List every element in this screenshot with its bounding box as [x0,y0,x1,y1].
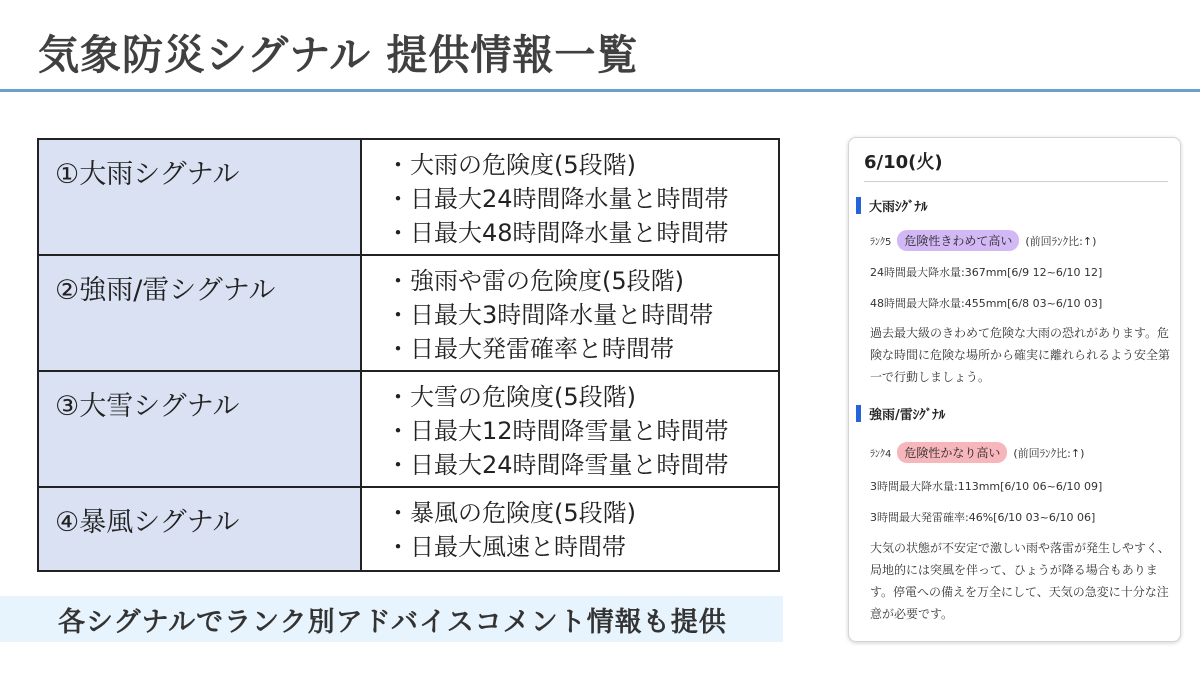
table-row [38,255,779,371]
page-title: 気象防災シグナル 提供情報一覧 [38,31,639,79]
list-item: ・日最大24時間降雪量と時間帯 [386,451,729,479]
section-marker [856,197,861,214]
forecast-card [848,137,1181,642]
stat-line: 48時間最大降水量:455mm[6/8 03~6/10 03] [870,297,1103,310]
stat-line: 3時間最大降水量:113mm[6/10 06~6/10 09] [870,480,1103,493]
table-row [38,371,779,487]
list-item: ・大雨の危険度(5段階) [386,151,636,179]
rank-row [870,442,1084,463]
list-item: ・日最大風速と時間帯 [386,533,626,561]
signal-items-storm [361,487,779,571]
rank-label: ﾗﾝｸ5 [870,237,892,248]
list-item: ・暴風の危険度(5段階) [386,499,636,527]
list-item: ・日最大発雷確率と時間帯 [386,335,674,363]
list-item: ・大雪の危険度(5段階) [386,383,636,411]
signal-name-intense-rain-thunder: ②強雨/雷シグナル [38,255,361,371]
list-item: ・日最大48時間降水量と時間帯 [386,219,729,247]
stat-line: 3時間最大発雷確率:46%[6/10 03~6/10 06] [870,511,1096,524]
risk-badge: 危険性きわめて高い [897,230,1019,251]
list-item: ・日最大12時間降雪量と時間帯 [386,417,729,445]
title-divider [0,89,1200,92]
signal-table [37,138,780,572]
previous-rank-comparison: (前回ﾗﾝｸ比:↑) [1013,446,1085,460]
section-title: 大雨ｼｸﾞﾅﾙ [869,199,928,215]
risk-badge: 危険性かなり高い [897,442,1007,463]
previous-rank-comparison: (前回ﾗﾝｸ比:↑) [1025,234,1097,248]
footer-caption: 各シグナルでランク別アドバイスコメント情報も提供 [58,607,727,638]
signal-name-heavy-snow: ③大雪シグナル [38,371,361,487]
signal-name-storm: ④暴風シグナル [38,487,361,571]
signal-items-heavy-rain [361,139,779,255]
list-item: ・日最大3時間降水量と時間帯 [386,301,714,329]
rank-row [870,230,1096,251]
advice-text: 過去最大級のきわめて危険な大雨の恐れがあります。危険な時間に危険な場所から確実に離れられるよう安全第一で行動しましょう。 [870,326,1171,384]
section-title: 強雨/雷ｼｸﾞﾅﾙ [869,407,946,423]
section-marker [856,405,861,422]
list-item: ・強雨や雷の危険度(5段階) [386,267,684,295]
list-item: ・日最大24時間降水量と時間帯 [386,185,729,213]
section-header-intense-rain-thunder [856,404,945,422]
signal-items-heavy-snow [361,371,779,487]
advice-text: 大気の状態が不安定で激しい雨や落雷が発生しやすく、局地的には突風を伴って、ひょうが降る場合もあります。停電への備えを万全にして、天気の急変に十分な注意が必要です。 [870,541,1170,621]
signal-name-heavy-rain: ①大雨シグナル [38,139,361,255]
rank-label: ﾗﾝｸ4 [870,449,892,460]
table-row [38,487,779,571]
card-divider [864,181,1168,182]
card-date: 6/10(火) [864,152,943,173]
signal-items-intense-rain-thunder [361,255,779,371]
section-header-heavy-rain [856,196,928,214]
table-row [38,139,779,255]
stat-line: 24時間最大降水量:367mm[6/9 12~6/10 12] [870,266,1103,279]
